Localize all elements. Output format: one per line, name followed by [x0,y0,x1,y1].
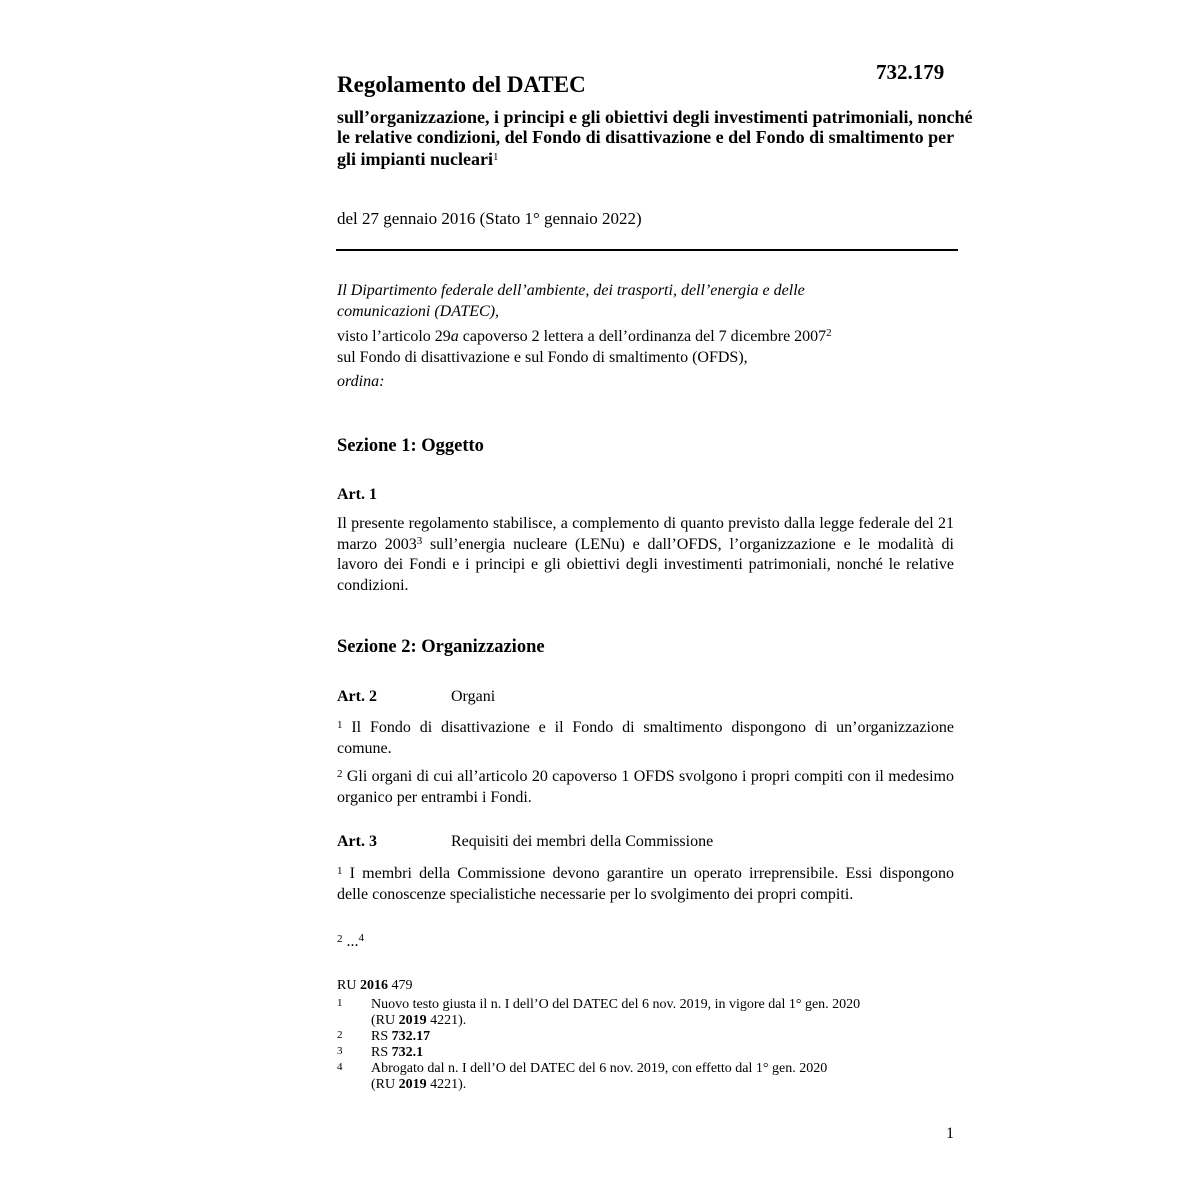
art-1-label: Art. 1 [337,486,377,503]
preamble-basis: visto l’articolo 29a capoverso 2 lettera a dell’ordinanza del 7 dicembre 2007$^2$ sul Fondo di disattivazione e sul Fondo di smaltimento (OFDS), [337,327,832,366]
art-3-heading: Requisiti dei membri della Commissione [451,833,714,850]
art-2-label: Art. 2 [337,688,377,705]
art-3-para-1: $^1$ I membri della Commissione devono garantire un operato irreprensibile. Essi dispongono delle conoscenze specialistiche necessarie per lo svolgimento dei propri compiti. [337,865,954,903]
subtitle-text: sull’organizzazione, i principi e gli obiettivi degli investimenti patrimoniali, nonché le relative condizioni, del Fondo di disattivazione e del Fondo di smaltimento per gli impianti nucleari [337,107,973,169]
footnotes [337,978,957,1093]
art-3-para-2: $^2$ ...$^4$ [337,932,364,950]
document-subtitle [337,107,977,169]
preamble-authority: Il Dipartimento federale dell’ambiente, dei trasporti, dell’energia e delle comunicazioni (DATEC), [337,282,805,320]
footnote-ref-4[interactable]: 4 [358,932,364,944]
ru-reference: RU 2016 479 [337,978,413,993]
art-2-heading: Organi [451,688,496,705]
section-2-heading: Sezione 2: Organizzazione [337,637,545,657]
art-2-para-1: $^1$ Il Fondo di disattivazione e il Fondo di smaltimento dispongono di un’organizzazione comune. [337,719,954,757]
art-3-label: Art. 3 [337,833,377,850]
sr-number: 732.179 [876,60,945,84]
subtitle-footnote-ref[interactable]: 1 [493,151,499,163]
art-2-para-2: $^2$ Gli organi di cui all’articolo 20 capoverso 1 OFDS svolgono i propri compiti con il medesimo organico per entrambi i Fondi. [337,768,954,806]
footnote-3: 3 RS 732.1 [337,1045,424,1060]
footnote-2: 2 RS 732.17 [337,1029,431,1044]
preamble-ordina: ordina: [337,373,385,390]
document-date: del 27 gennaio 2016 (Stato 1° gennaio 2022) [337,209,642,228]
section-1-heading: Sezione 1: Oggetto [337,436,484,456]
footnote-ref-2[interactable]: 2 [826,327,832,339]
footnote-ref-3[interactable]: 3 [416,534,423,547]
footnote-4: 4 Abrogato dal n. I dell’O del DATEC del 6 nov. 2019, con effetto dal 1° gen. 2020 (RU 2019 4221). [337,1061,828,1092]
footnote-1: 1 Nuovo testo giusta il n. I dell’O del DATEC del 6 nov. 2019, in vigore dal 1° gen. 2020 (RU 2019 4221). [337,997,861,1028]
art-3-header [337,833,713,851]
art-2-header [337,688,495,706]
document-title: Regolamento del DATEC [337,72,586,97]
page-number: 1 [946,1125,954,1142]
header-divider [336,249,958,251]
preamble [337,280,957,392]
art-1-text: Il presente regolamento stabilisce, a complemento di quanto previsto dalla legge federale del 21 marzo 2003$^3$ sull’energia nucleare (LENu) e dall’OFDS, l’organizzazione e le modalità di lavoro dei Fondi e i principi e gli obiettivi degli investimenti patrimoniali, nonché le relative condizioni. [337,515,954,594]
